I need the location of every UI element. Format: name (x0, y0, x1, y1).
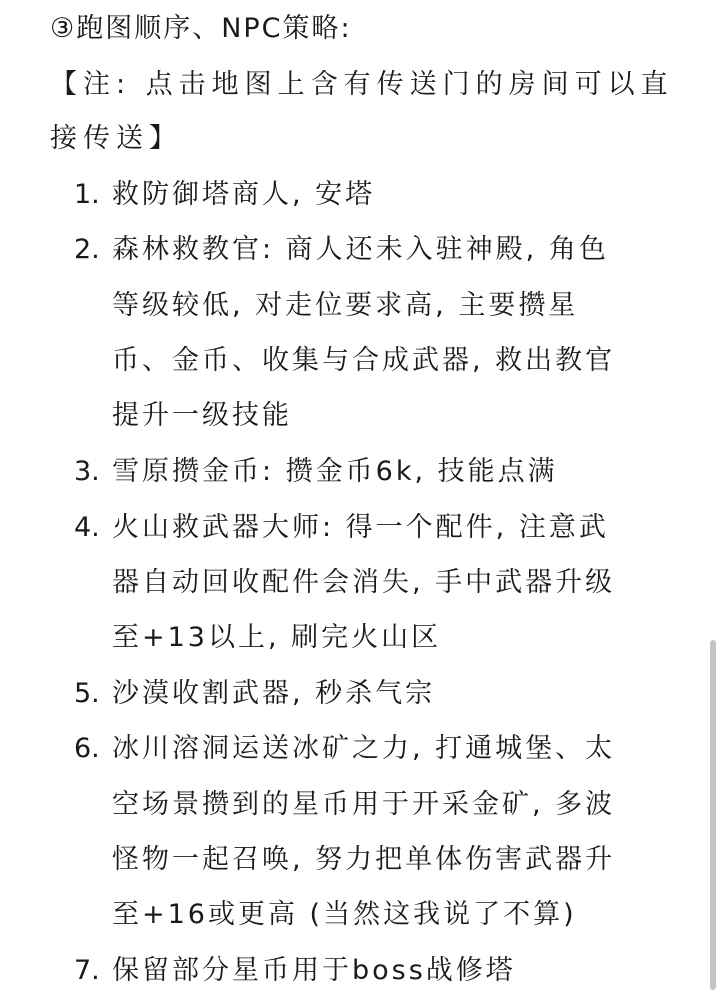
list-item-number: 3. (74, 456, 100, 487)
list-item-line: 森林救教官: 商人还未入驻神殿, 角色 (112, 234, 609, 265)
list-item-line: 怪物一起召唤, 努力把单体伤害武器升 (112, 844, 616, 875)
list-item-line: 币、金币、收集与合成武器, 救出教官 (112, 345, 616, 376)
list-item-line: 器自动回收配件会消失, 手中武器升级 (112, 567, 616, 598)
list-item-line: 提升一级技能 (112, 400, 292, 431)
note-line-1: 【注: 点击地图上含有传送门的房间可以直 (50, 69, 674, 100)
list-item-number: 4. (74, 512, 100, 543)
list-item-line: 至+16或更高 (当然这我说了不算) (112, 899, 577, 930)
section-heading: ③跑图顺序、NPC策略: (50, 13, 352, 44)
list-item-number: 5. (74, 678, 100, 709)
list-item-number: 7. (74, 955, 100, 986)
list-item-line: 救防御塔商人, 安塔 (112, 179, 376, 210)
list-item-line: 冰川溶洞运送冰矿之力, 打通城堡、太 (112, 733, 616, 764)
note-line-2: 接传送】 (50, 123, 182, 154)
list-item-line: 至+13以上, 刷完火山区 (112, 622, 442, 653)
list-item-line: 保留部分星币用于boss战修塔 (112, 955, 516, 986)
list-item-line: 沙漠收割武器, 秒杀气宗 (112, 678, 436, 709)
list-item-line: 雪原攒金币: 攒金币6k, 技能点满 (112, 456, 558, 487)
list-item-line: 火山救武器大师: 得一个配件, 注意武 (112, 512, 609, 543)
vertical-scrollbar[interactable] (710, 640, 716, 990)
list-item-line: 等级较低, 对走位要求高, 主要攒星 (112, 290, 579, 321)
list-item-number: 2. (74, 234, 100, 265)
list-item-line: 空场景攒到的星币用于开采金矿, 多波 (112, 789, 616, 820)
list-item-number: 1. (74, 179, 100, 210)
list-item-number: 6. (74, 733, 100, 764)
